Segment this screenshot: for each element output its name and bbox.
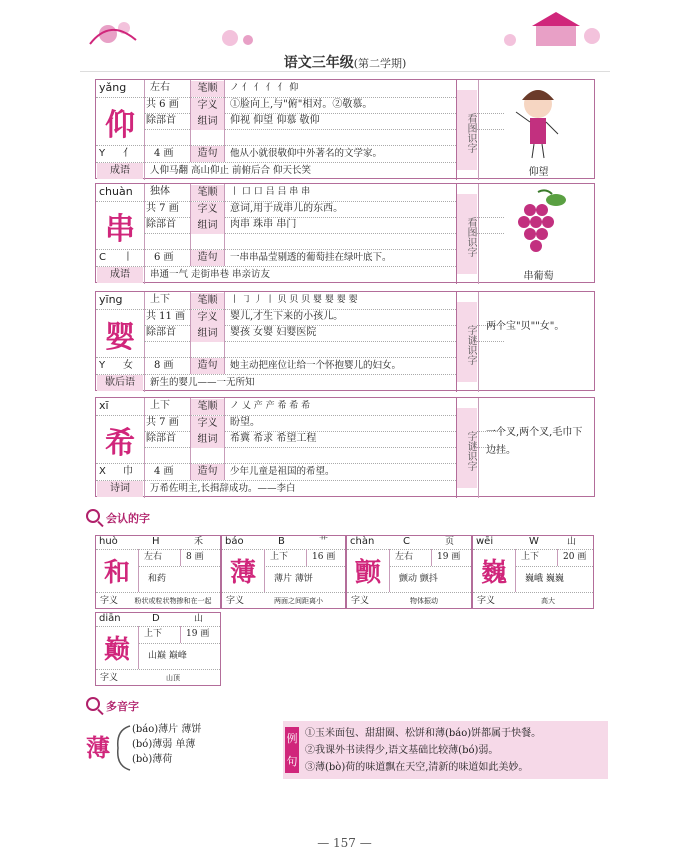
meaning: 山顶 (166, 674, 180, 682)
main-character: 希 (105, 426, 135, 461)
meaning: 粉状或粒状物掺和在一起 (134, 597, 212, 605)
strokes: 16 画 (312, 552, 336, 562)
structure: 左右 (395, 552, 414, 562)
side-label: 字谜识字 (457, 302, 477, 382)
radical: 艹 (319, 537, 329, 547)
rest-strokes: 4 画 (154, 466, 174, 477)
radical: 丨 (123, 252, 133, 263)
structure: 上下 (150, 400, 170, 411)
page-header (80, 10, 610, 72)
recognize-character: 和 (103, 558, 130, 588)
words: 颤动 颤抖 (399, 574, 438, 584)
side-content: 仰望 (486, 82, 591, 178)
words: 希冀 希求 希望工程 (230, 433, 317, 444)
example-sentence: ①玉米面包、甜甜圈、松饼和薄(báo)饼都属于快餐。 (305, 728, 542, 739)
side-content: 串葡萄 (486, 186, 591, 282)
radical: 禾 (194, 537, 204, 547)
illustration-icon (486, 82, 591, 160)
words: 仰视 仰望 仰慕 敬仰 (230, 115, 320, 126)
pinyin: huò (99, 536, 118, 547)
label-zaoju: 造句 (191, 146, 224, 162)
rest-strokes: 8 画 (154, 360, 174, 371)
structure: 上下 (270, 552, 289, 562)
structure: 左右 (150, 82, 170, 93)
radical-label: 除部首 (146, 115, 176, 126)
example-sentences (305, 725, 541, 776)
brace-icon (112, 724, 132, 772)
structure: 上下 (144, 629, 163, 639)
sentence: 他从小就很敬仰中外著名的文学家。 (230, 148, 383, 159)
label-zuci: 组词 (191, 326, 224, 342)
stroke-order: 丨 口 口 吕 吕 串 串 (230, 187, 311, 197)
duoyin-readings (132, 722, 201, 767)
pinyin: chàn (350, 536, 375, 547)
meaning: 意词,用于成串儿的东西。 (230, 203, 344, 214)
header-decoration-icon (80, 10, 610, 50)
strokes: 19 画 (186, 629, 210, 639)
extra-content: 万希佐明主,长揖辞成功。——李白 (150, 483, 296, 494)
extra-label: 歇后语 (97, 375, 143, 391)
meaning: 盼望。 (230, 417, 260, 428)
strokes: 20 画 (563, 552, 587, 562)
radical-label: 除部首 (146, 219, 176, 230)
label-ziyi: 字义 (351, 596, 370, 606)
character-entry (95, 291, 595, 391)
stroke-order: ノ 亻 亻 亻 亻 仰 (230, 83, 299, 93)
magnifier-icon (86, 509, 100, 523)
rest-strokes: 4 画 (154, 148, 174, 159)
label-ziyi: 字义 (191, 98, 224, 114)
pinyin: yǎng (99, 81, 127, 94)
recognize-card (95, 535, 221, 609)
stroke-order: 丨 ㇆ 丿 丨 贝 贝 贝 婴 婴 婴 婴 (230, 295, 358, 305)
example-label: 例 句 (285, 727, 299, 773)
recognize-character: 薄 (229, 558, 256, 588)
duoyin-char: 薄 (86, 733, 110, 762)
side-label: 看图识字 (457, 194, 477, 274)
label-zaoju: 造句 (191, 250, 224, 266)
side-content: 一个叉,两个叉,毛巾下边挂。 (486, 427, 583, 456)
pinyin: báo (225, 536, 244, 547)
radical-label: 除部首 (146, 327, 176, 338)
label-ziyi: 字义 (477, 596, 496, 606)
recognize-character: 巅 (103, 635, 130, 665)
meaning: 两面之间距离小 (274, 597, 323, 605)
pinyin: diān (99, 613, 121, 624)
example-box (283, 721, 608, 779)
structure: 独体 (150, 186, 170, 197)
radical-pinyin: C (99, 252, 106, 263)
radical-pinyin: Y (99, 148, 106, 159)
side-label: 字谜识字 (457, 408, 477, 488)
recognize-card (472, 535, 594, 609)
main-character: 仰 (105, 108, 135, 143)
label-ziyi: 字义 (100, 673, 119, 683)
radical-pinyin: B (278, 536, 285, 547)
radical-pinyin: C (403, 536, 410, 547)
pinyin: wēi (476, 536, 494, 547)
recognize-character: 颤 (354, 558, 381, 588)
label-zuci: 组词 (191, 218, 224, 234)
radical: 女 (123, 360, 133, 371)
recognize-card (221, 535, 346, 609)
reading-item: (bò)薄荷 (132, 754, 173, 765)
radical: 亻 (123, 148, 133, 159)
radical-pinyin: Y (99, 360, 106, 371)
sentence: 少年儿童是祖国的希望。 (230, 466, 335, 477)
recognize-character: 巍 (480, 558, 507, 588)
recognize-card (95, 612, 221, 686)
illustration-icon (486, 186, 591, 264)
label-ziyi: 字义 (191, 416, 224, 432)
character-entry (95, 397, 595, 497)
radical: 山 (567, 537, 577, 547)
words: 婴孩 女婴 妇婴医院 (230, 327, 317, 338)
structure: 上下 (150, 294, 170, 305)
label-bishun: 笔顺 (191, 185, 224, 201)
label-zuci: 组词 (191, 432, 224, 448)
character-entry (95, 79, 595, 179)
strokes: 19 画 (437, 552, 461, 562)
label-bishun: 笔顺 (191, 81, 224, 97)
side-label: 看图识字 (457, 90, 477, 170)
meaning: ①脸向上,与"俯"相对。②敬慕。 (230, 99, 373, 110)
label-ziyi: 字义 (191, 202, 224, 218)
words: 薄片 薄饼 (274, 574, 313, 584)
character-entry (95, 183, 595, 283)
radical: 山 (194, 614, 204, 624)
words: 巍峨 巍巍 (525, 574, 564, 584)
radical-pinyin: W (529, 536, 539, 547)
stroke-order: ノ 乂 产 产 希 希 希 (230, 401, 311, 411)
extra-content: 人仰马翻 高山仰止 前俯后合 仰天长笑 (150, 165, 312, 176)
page-title: 语文三年级(第二学期) (283, 55, 407, 71)
label-ziyi: 字义 (191, 310, 224, 326)
label-bishun: 笔顺 (191, 399, 224, 415)
extra-label: 成语 (97, 163, 143, 179)
label-zuci: 组词 (191, 114, 224, 130)
label-zaoju: 造句 (191, 464, 224, 480)
radical-pinyin: D (152, 613, 160, 624)
radical-pinyin: X (99, 466, 106, 477)
reading-item: (bó)薄弱 单薄 (132, 739, 196, 750)
side-content: 两个宝"贝""女"。 (486, 321, 565, 332)
extra-label: 诗词 (97, 481, 143, 497)
radical: 页 (445, 537, 455, 547)
example-sentence: ②我课外书读得少,语文基础比较薄(bó)弱。 (305, 745, 499, 756)
words: 肉串 珠串 串门 (230, 219, 297, 230)
example-sentence: ③薄(bò)荷的味道飘在天空,清新的味道如此美妙。 (305, 762, 529, 773)
extra-label: 成语 (97, 267, 143, 283)
meaning: 物体振动 (410, 597, 438, 605)
duoyin-title: 多音字 (106, 700, 139, 713)
label-zaoju: 造句 (191, 358, 224, 374)
reading-item: (báo)薄片 薄饼 (132, 724, 202, 735)
recognize-card (346, 535, 472, 609)
sentence: 一串串晶莹剔透的葡萄挂在绿叶底下。 (230, 252, 392, 263)
extra-content: 新生的婴儿——一无所知 (150, 377, 255, 388)
radical-label: 除部首 (146, 433, 176, 444)
pinyin: yīng (99, 293, 123, 306)
pinyin: xī (99, 399, 109, 412)
sentence: 她主动把座位让给一个怀抱婴儿的妇女。 (230, 360, 402, 371)
pinyin: chuàn (99, 185, 133, 198)
meaning: 高大 (541, 597, 555, 605)
stroke-count: 共 11 画 (146, 311, 186, 322)
label-ziyi: 字义 (226, 596, 245, 606)
label-bishun: 笔顺 (191, 293, 224, 309)
recognize-title: 会认的字 (106, 512, 150, 525)
radical: 巾 (123, 466, 133, 477)
stroke-count: 共 7 画 (146, 203, 179, 214)
magnifier-icon (86, 697, 100, 711)
stroke-count: 共 7 画 (146, 417, 179, 428)
strokes: 8 画 (186, 552, 204, 562)
main-character: 婴 (105, 320, 135, 355)
structure: 左右 (144, 552, 163, 562)
words: 和药 (148, 574, 167, 584)
extra-content: 串通一气 走街串巷 串亲访友 (150, 269, 271, 280)
structure: 上下 (521, 552, 540, 562)
rest-strokes: 6 画 (154, 252, 174, 263)
main-character: 串 (105, 212, 135, 247)
radical-pinyin: H (152, 536, 160, 547)
stroke-count: 共 6 画 (146, 99, 179, 110)
meaning: 婴儿,才生下来的小孩儿。 (230, 311, 344, 322)
page-number: — 157 — (317, 836, 372, 850)
label-ziyi: 字义 (100, 596, 119, 606)
words: 山巅 巅峰 (148, 651, 187, 661)
